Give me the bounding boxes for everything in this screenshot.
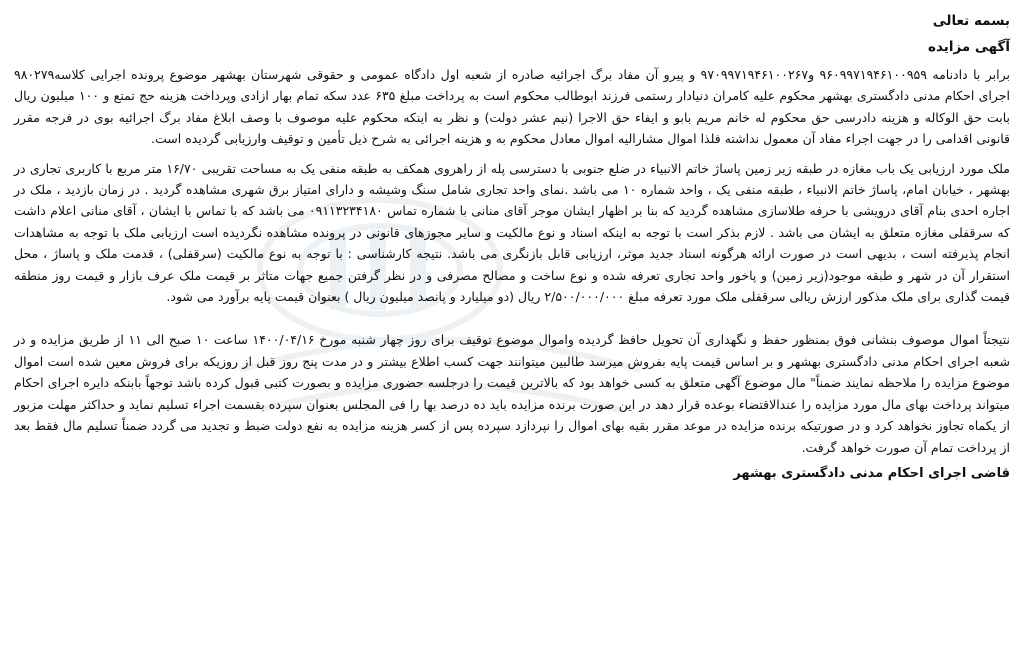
paragraph-judgment: برابر با دادنامه ۹۶۰۹۹۷۱۹۴۶۱۰۰۹۵۹ و۹۷۰۹۹۷۱۹۴۶۱۰۰۲۶۷ و پیرو آن مفاد برگ اجرائیه صادره از شعبه اول دادگاه عمومی و حقوقی شهرستان بهشهر موضوع پرونده اجرایی کلاسه۹۸۰۲۷۹ اجرای احکام مدنی دادگستری بهشهر محکوم علیه کامران دنیادار رستمی فرزند ابوطالب محکوم است به پرداخت مبلغ ۶۳۵ عدد سکه تمام بهار ازادی وپرداخت هزینه حج تمتع و ۱۰۰ میلیون ریال بابت حق الوکاله و هزینه دادرسی حق محکوم له خانم مریم بابو و ایفاء حق الاجرا (نیم عشر دولت) و نظر به اینکه محکوم علیه موصوف با وصف ابلاغ مفاد برگ اجرائیه بوی در فرجه مقرر قانونی اقدامی را در جهت اجراء مفاد آن معمول نداشته فلذا اموال مشارالیه اموال معادل محکوم به و هزینه اجرائی به شرح ذیل تأمین و توقیف وارزیابی گردیده است. [14,67,1010,147]
paragraph-auction-terms: نتیجتاً اموال موصوف بنشانی فوق بمنظور حفظ و نگهداری آن تحویل حافظ گردیده واموال موضوع توقیف برای روز چهار شنبه مورخ ۱۴۰۰/۰۴/۱۶ ساعت ۱۰ صبح الی ۱۱ از طریق مزایده و در شعبه اجرای احکام مدنی دادگستری بهشهر و بر اساس قیمت پایه بفروش میرسد طالبین میتوانند جهت کسب اطلاع بیشتر و در مدت پنج روز قبل از روزیکه برای فروش معین شده است اموال موضوع مزایده را ملاحظه نمایند ضمناً" مال موضوع آگهی متعلق به کسی خواهد بود که بالاترین قیمت را درجلسه حضوری مزایده و بصورت کتبی قبول کرده باشد توجهاً بابنکه دایره اجرای احکام میتواند پرداخت بهای مال مورد مزایده را عندالاقتضاء بوعده قرار دهد در این صورت برنده مزایده باید ده درصد بها را فی المجلس بعنوان سپرده بقسمت اجراء تسلیم نماید و حداکثر مهلت مزبور از یکماه تجاوز نخواهد کرد و در صورتیکه برنده مزایده در موعد مقرر بقیه بهای اموال را نپردازد سپرده پس از کسر هزینه مزایده به نفع دولت ضبط و تجدید می گردد ضمناً تسلیم مال فقط بعد از پرداخت تمام آن صورت خواهد گرفت. [14,332,1011,455]
bismillah-heading: بسمه تعالی [932,13,1010,29]
page-title: آگهی مزایده [928,39,1010,55]
signature-line: قاضی اجرای احکام مدنی دادگستری بهشهر [733,465,1010,481]
paragraph-property-appraisal: ملک مورد ارزیابی یک باب مغازه در طبقه زیر زمین پاساژ خاتم الانبیاء در ضلع جنوبی با دسترسی پله از راهروی همکف به طبقه منفی یک به مساحت تقریبی ۱۶/۷۰ متر مربع با کاربری تجاری در بهشهر ، خیابان امام، پاساژ خاتم الانبیاء ، طبقه منفی یک ، واحد شماره ۱۰ می باشد .نمای واحد تجاری شامل سنگ وشیشه و دارای امتیاز برق شهری مشاهده گردید . در زمان بازدید ، ملک در اجاره احدی بنام آقای درویشی با حرفه طلاسازی مشاهده گردید که بنا بر اظهار ایشان موجر آقای منانی با شماره تماس ۰۹۱۱۳۲۳۴۱۸۰ می باشد که با تماس با ایشان ، آقای منانی اعلام داشت که سرقفلی مغازه متعلق به ایشان می باشد . لازم بذکر است با توجه به اینکه اسناد و نوع مالکیت و سایر مجوزهای قانونی در پرونده مشاهده نگردیده است ارزیابی ملک با توجه به مشاهدات انجام پذیرفته است ، بدیهی است در صورت ارائه هرگونه اسناد جدید موثر، ارزیابی قابل بازنگری می باشد. نتیجه کارشناسی : با توجه به نوع مالکیت (سرقفلی) ، قدمت ملک و پاساژ ، محل استقرار آن در شهر و طبقه موجود(زیر زمین) و پاخور واحد تجاری تعرفه شده و نوع ساخت و مصالح مصرفی و در نظر گرفتن جمیع جهات متاثر بر قیمت ملک عرف بازار و قیمت روز منطقه قیمت گذاری برای ملک مذکور ارزش ریالی سرقفلی ملک مورد تعرفه مبلغ ۲/۵۰۰/۰۰۰/۰۰۰ ریال (دو میلیارد و پانصد میلیون ریال ) بعنوان قیمت پایه برآورد می شود. [14,160,1011,305]
notice-content [14,12,1010,484]
